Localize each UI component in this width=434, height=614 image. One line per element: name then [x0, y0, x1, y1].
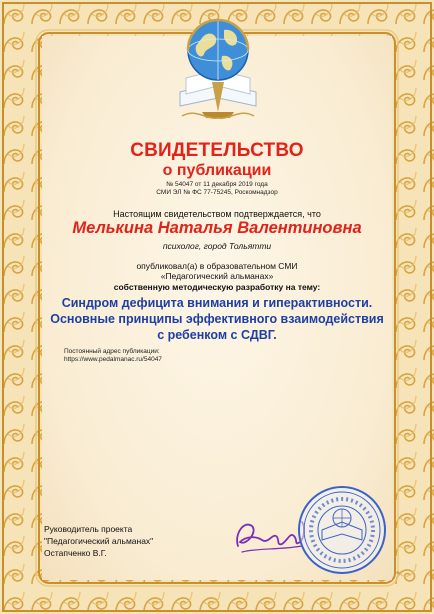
- work-type: собственную методическую разработку на тему:: [113, 282, 321, 292]
- confirmation-text: Настоящим свидетельством подтверждается, что: [113, 209, 321, 219]
- corner-mark: ◆: [396, 570, 400, 576]
- address-label: Постоянный адрес публикации:: [64, 348, 160, 355]
- topic-line: с ребенком с СДВГ.: [157, 328, 277, 342]
- official-seal-icon: [296, 484, 388, 576]
- media-registration: СМИ ЭЛ № ФС 77-75245, Роскомнадзор: [156, 189, 278, 196]
- head-name: Остапченко В.Г.: [44, 548, 107, 558]
- recipient-role: психолог, город Тольятти: [162, 241, 272, 251]
- head-project: "Педагогический альманах": [44, 536, 154, 546]
- certificate-subtitle: о публикации: [162, 162, 272, 179]
- head-title: Руководитель проекта: [44, 524, 133, 534]
- recipient-name: Мелькина Наталья Валентиновна: [72, 219, 362, 237]
- published-in-text: опубликовал(а) в образовательном СМИ: [136, 261, 298, 271]
- topic-line: Основные принципы эффективного взаимодействия: [50, 312, 384, 326]
- certificate-title: СВИДЕТЕЛЬСТВО: [130, 140, 304, 161]
- globe-book-emblem-icon: [172, 8, 264, 128]
- address-url[interactable]: https://www.pedalmanac.ru/54047: [64, 356, 162, 363]
- certificate-number: № 54047 от 11 декабря 2019 года: [166, 181, 268, 188]
- media-name: «Педагогический альманах»: [160, 271, 274, 281]
- topic-line: Синдром дефицита внимания и гиперактивности.: [61, 296, 373, 310]
